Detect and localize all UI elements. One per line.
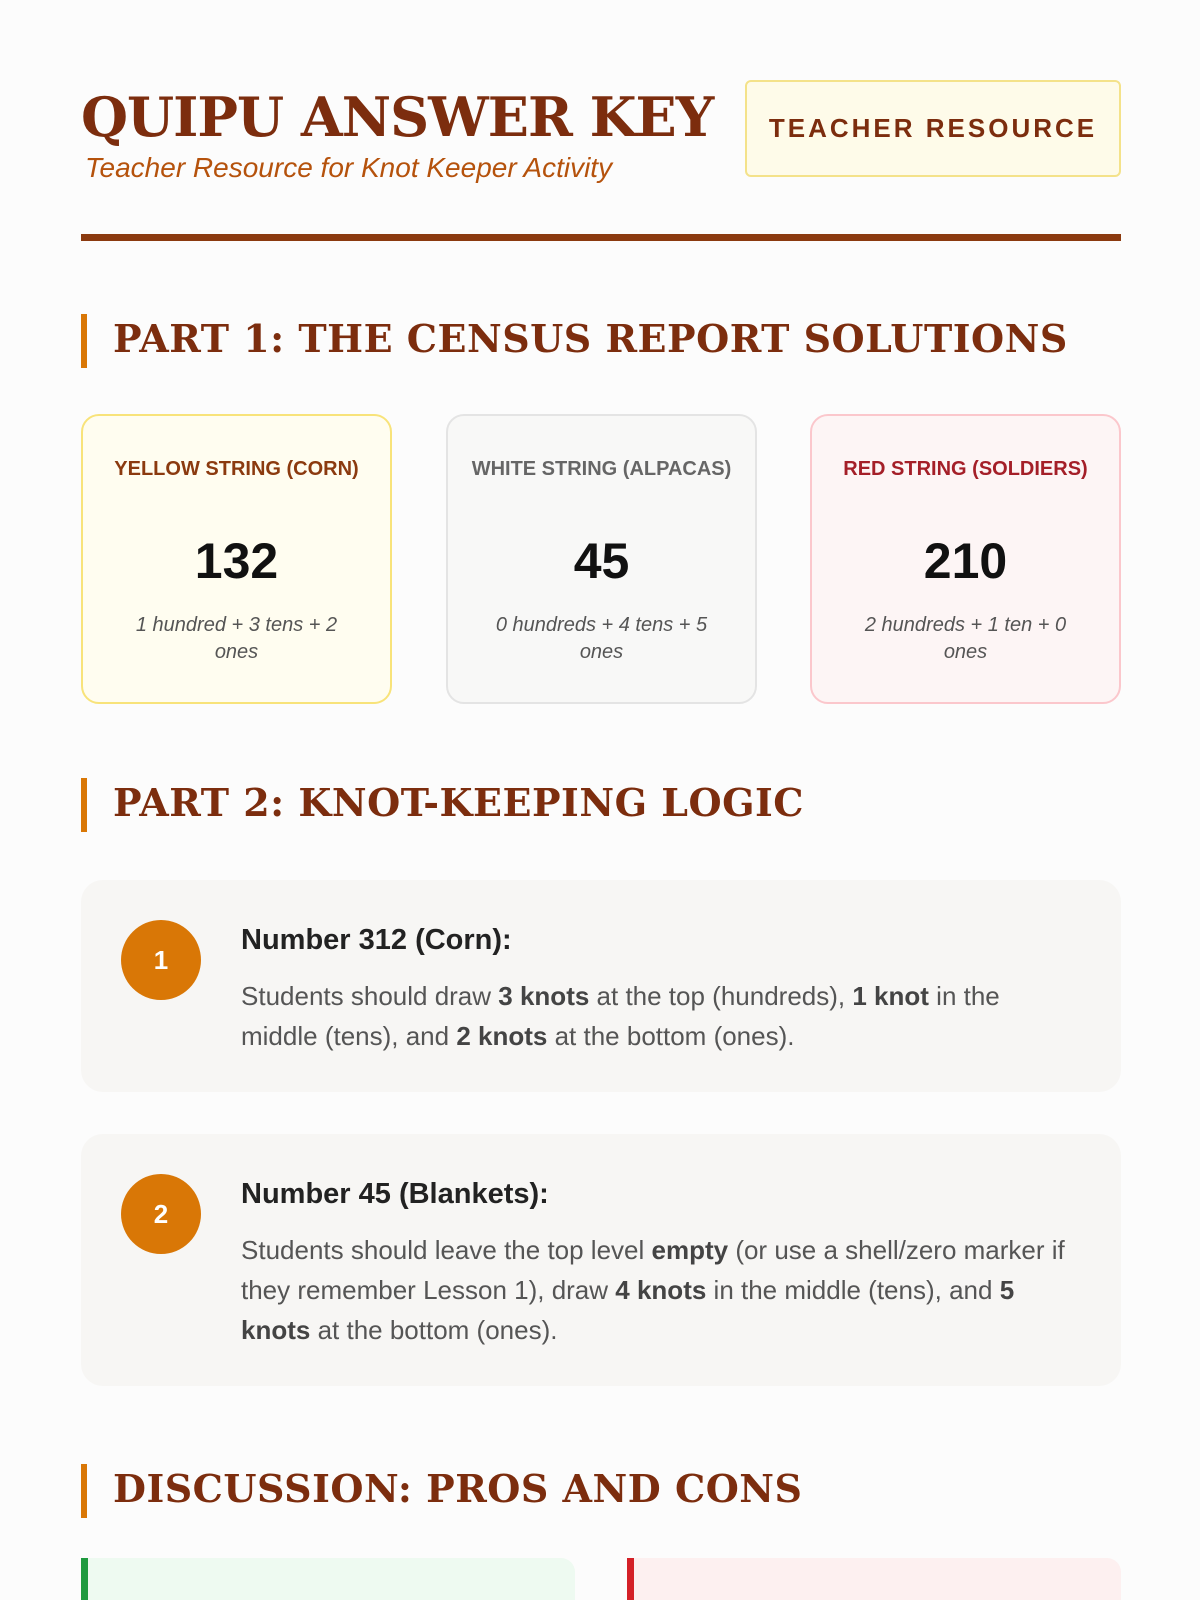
page-title: QUIPU ANSWER KEY [81,85,714,149]
header-divider [81,234,1121,241]
logic-body: Students should draw 3 knots at the top (hundreds), 1 knot in the middle (tens), and 2 knots at the bottom (ones). [241,981,1000,1051]
section-accent-bar [81,314,87,368]
red-string-card [810,414,1121,704]
logic-item-2 [81,1134,1121,1386]
card-value: 132 [194,533,279,589]
step-number-badge: 1 [121,920,201,1000]
logic-heading: Number 312 (Corn): [241,924,512,956]
card-label: YELLOW STRING (CORN) [114,458,359,480]
census-cards [81,414,1121,704]
step-number-badge: 2 [121,1174,201,1254]
card-label: WHITE STRING (ALPACAS) [471,458,732,480]
answer-key-page [81,0,1121,1600]
section-accent-bar [81,1464,87,1518]
page-header [81,80,1121,240]
teacher-resource-badge: TEACHER RESOURCE [745,80,1121,177]
section-accent-bar [81,778,87,832]
yellow-string-card [81,414,392,704]
card-note: 0 hundreds + 4 tens + 5 ones [495,614,708,663]
discussion-title: DISCUSSION: PROS AND CONS [113,1466,803,1511]
logic-heading: Number 45 (Blankets): [241,1178,549,1210]
part2-title: PART 2: KNOT-KEEPING LOGIC [113,780,805,825]
card-value: 210 [923,533,1008,589]
card-note: 1 hundred + 3 tens + 2 ones [135,614,338,663]
logic-body: Students should leave the top level empty (or use a shell/zero marker if they remember Lesson 1), draw 4 knots in the middle (tens), and 5 knots at the bottom (ones). [241,1235,1065,1345]
white-string-card [446,414,757,704]
card-label: RED STRING (SOLDIERS) [843,458,1088,480]
part1-title: PART 1: THE CENSUS REPORT SOLUTIONS [113,316,1068,361]
page-subtitle: Teacher Resource for Knot Keeper Activity [85,152,613,183]
card-note: 2 hundreds + 1 ten + 0 ones [864,614,1067,663]
logic-item-1 [81,880,1121,1092]
card-value: 45 [573,533,630,589]
pros-panel [81,1558,575,1600]
cons-panel [627,1558,1121,1600]
